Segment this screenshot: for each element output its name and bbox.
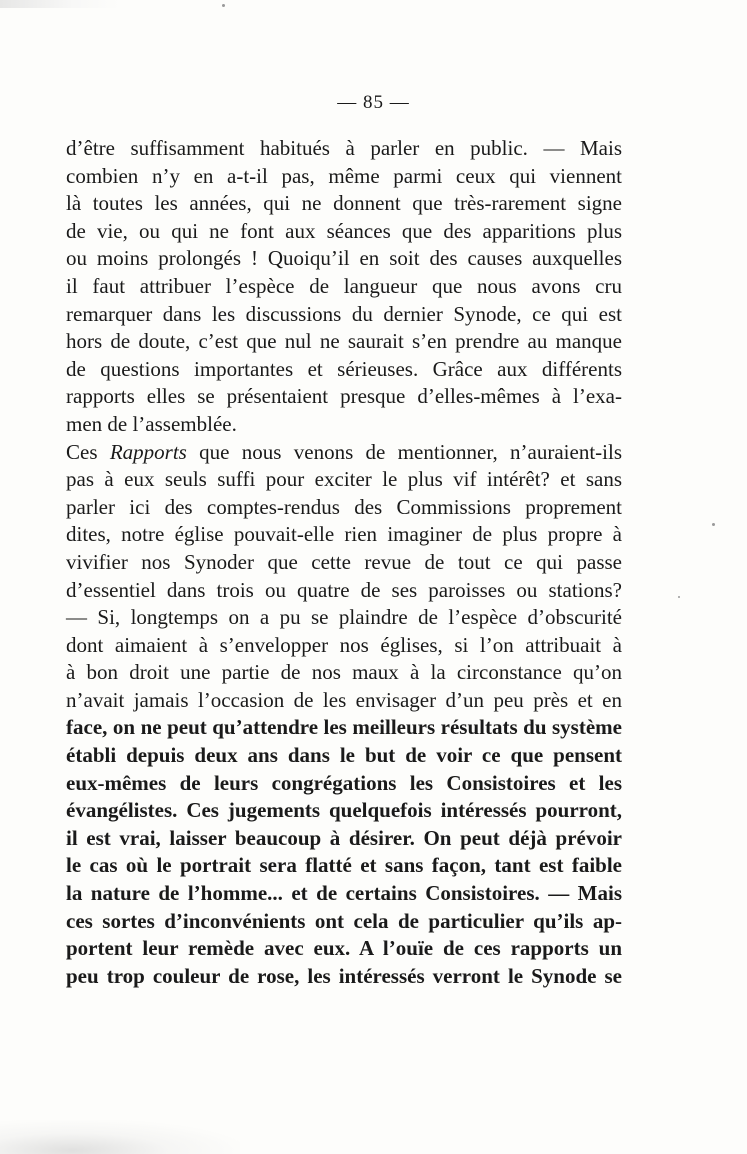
text-line bbox=[66, 494, 622, 522]
text-line bbox=[66, 521, 622, 549]
scan-speck bbox=[678, 596, 680, 598]
text-segment: il est vrai, laisser beaucoup à désirer. On peut déjà prévoir bbox=[66, 825, 622, 850]
text-line bbox=[66, 411, 622, 439]
text-segment: là toutes les années, qui ne donnent que très-rarement signe bbox=[66, 191, 622, 216]
text-segment: rapports elles se présentaient presque d’elles-mêmes à l’exa- bbox=[66, 384, 622, 409]
text-segment: d’être suffisamment habitués à parler en public. — Mais bbox=[66, 136, 622, 160]
text-segment: ces sortes d’inconvénients ont cela de particulier qu’ils ap- bbox=[66, 908, 622, 933]
text-line bbox=[66, 632, 622, 660]
text-line bbox=[66, 135, 622, 163]
text-segment: la nature de l’homme... et de certains Consistoires. — Mais bbox=[66, 881, 622, 906]
text-segment: Ces bbox=[66, 439, 110, 464]
text-line bbox=[66, 908, 622, 936]
text-line bbox=[66, 577, 622, 605]
text-segment: à bon droit une partie de nos maux à la circonstance qu’on bbox=[66, 660, 622, 685]
text-line bbox=[66, 935, 622, 963]
text-line bbox=[66, 770, 622, 798]
text-segment: d’essentiel dans trois ou quatre de ses paroisses ou stations? bbox=[66, 577, 622, 602]
text-line bbox=[66, 356, 622, 384]
text-line bbox=[66, 549, 622, 577]
text-line bbox=[66, 659, 622, 687]
page-number: — 85 — bbox=[337, 92, 410, 113]
text-segment: de vie, ou qui ne font aux séances que des apparitions plus bbox=[66, 218, 622, 243]
text-segment: établi depuis deux ans dans le but de voir ce que pensent bbox=[66, 743, 622, 768]
scan-speck bbox=[222, 4, 225, 7]
text-segment: dites, notre église pouvait-elle rien imaginer de plus propre à bbox=[66, 522, 622, 547]
text-segment: pas à eux seuls suffi pour exciter le plus vif intérêt? et sans bbox=[66, 467, 622, 492]
text-segment: vivifier nos Synoder que cette revue de tout ce qui passe bbox=[66, 549, 622, 574]
text-line bbox=[66, 714, 622, 742]
text-line bbox=[66, 218, 622, 246]
text-segment: le cas où le portrait sera flatté et sans façon, tant est faible bbox=[66, 853, 622, 878]
text-segment: — Si, longtemps on a pu se plaindre de l’espèce d’obscurité bbox=[66, 605, 622, 630]
text-line bbox=[66, 604, 622, 632]
text-line bbox=[66, 825, 622, 853]
text-segment: ou moins prolongés ! Quoiqu’il en soit des causes auxquelles bbox=[66, 246, 622, 271]
text-line bbox=[66, 963, 622, 991]
scan-edge-shadow-bottom bbox=[0, 1120, 240, 1154]
text-segment: eux-mêmes de leurs congrégations les Consistoires et les bbox=[66, 770, 622, 795]
text-segment: n’avait jamais l’occasion de les envisager d’un peu près et en bbox=[66, 687, 622, 712]
text-line bbox=[66, 797, 622, 825]
text-segment: parler ici des comptes-rendus des Commissions proprement bbox=[66, 494, 622, 519]
text-line bbox=[66, 687, 622, 715]
text-segment: portent leur remède avec eux. A l’ouïe de ces rapports un bbox=[66, 936, 622, 961]
text-segment: évangélistes. Ces jugements quelquefois intéressés pourront, bbox=[66, 798, 622, 823]
text-line bbox=[66, 301, 622, 329]
text-line bbox=[66, 466, 622, 494]
text-line bbox=[66, 439, 622, 467]
scan-speck bbox=[712, 523, 715, 526]
text-segment: remarquer dans les discussions du dernier Synode, ce qui est bbox=[66, 301, 622, 326]
scan-edge-shadow-top bbox=[0, 0, 120, 8]
text-line bbox=[66, 852, 622, 880]
text-line bbox=[66, 742, 622, 770]
text-line bbox=[66, 245, 622, 273]
text-line bbox=[66, 163, 622, 191]
text-segment: face, on ne peut qu’attendre les meilleurs résultats du système bbox=[66, 715, 622, 740]
text-segment: il faut attribuer l’espèce de langueur que nous avons cru bbox=[66, 273, 622, 298]
text-segment: dont aimaient à s’envelopper nos églises, si l’on attribuait à bbox=[66, 632, 622, 657]
text-segment: de questions importantes et sérieuses. Grâce aux différents bbox=[66, 356, 622, 381]
text-segment: peu trop couleur de rose, les intéressés verront le Synode se bbox=[66, 963, 622, 988]
text-segment: men de l’assemblée. bbox=[66, 411, 237, 436]
text-line bbox=[66, 383, 622, 411]
text-line bbox=[66, 880, 622, 908]
text-segment: combien n’y en a-t-il pas, même parmi ceux qui viennent bbox=[66, 163, 622, 188]
text-segment: que nous venons de mentionner, n’auraient-ils bbox=[186, 439, 622, 464]
text-line bbox=[66, 328, 622, 356]
italic-term: Rapports bbox=[109, 439, 187, 464]
body-text bbox=[66, 135, 622, 990]
text-line bbox=[66, 190, 622, 218]
text-line bbox=[66, 273, 622, 301]
text-segment: hors de doute, c’est que nul ne saurait s’en prendre au manque bbox=[66, 329, 622, 354]
